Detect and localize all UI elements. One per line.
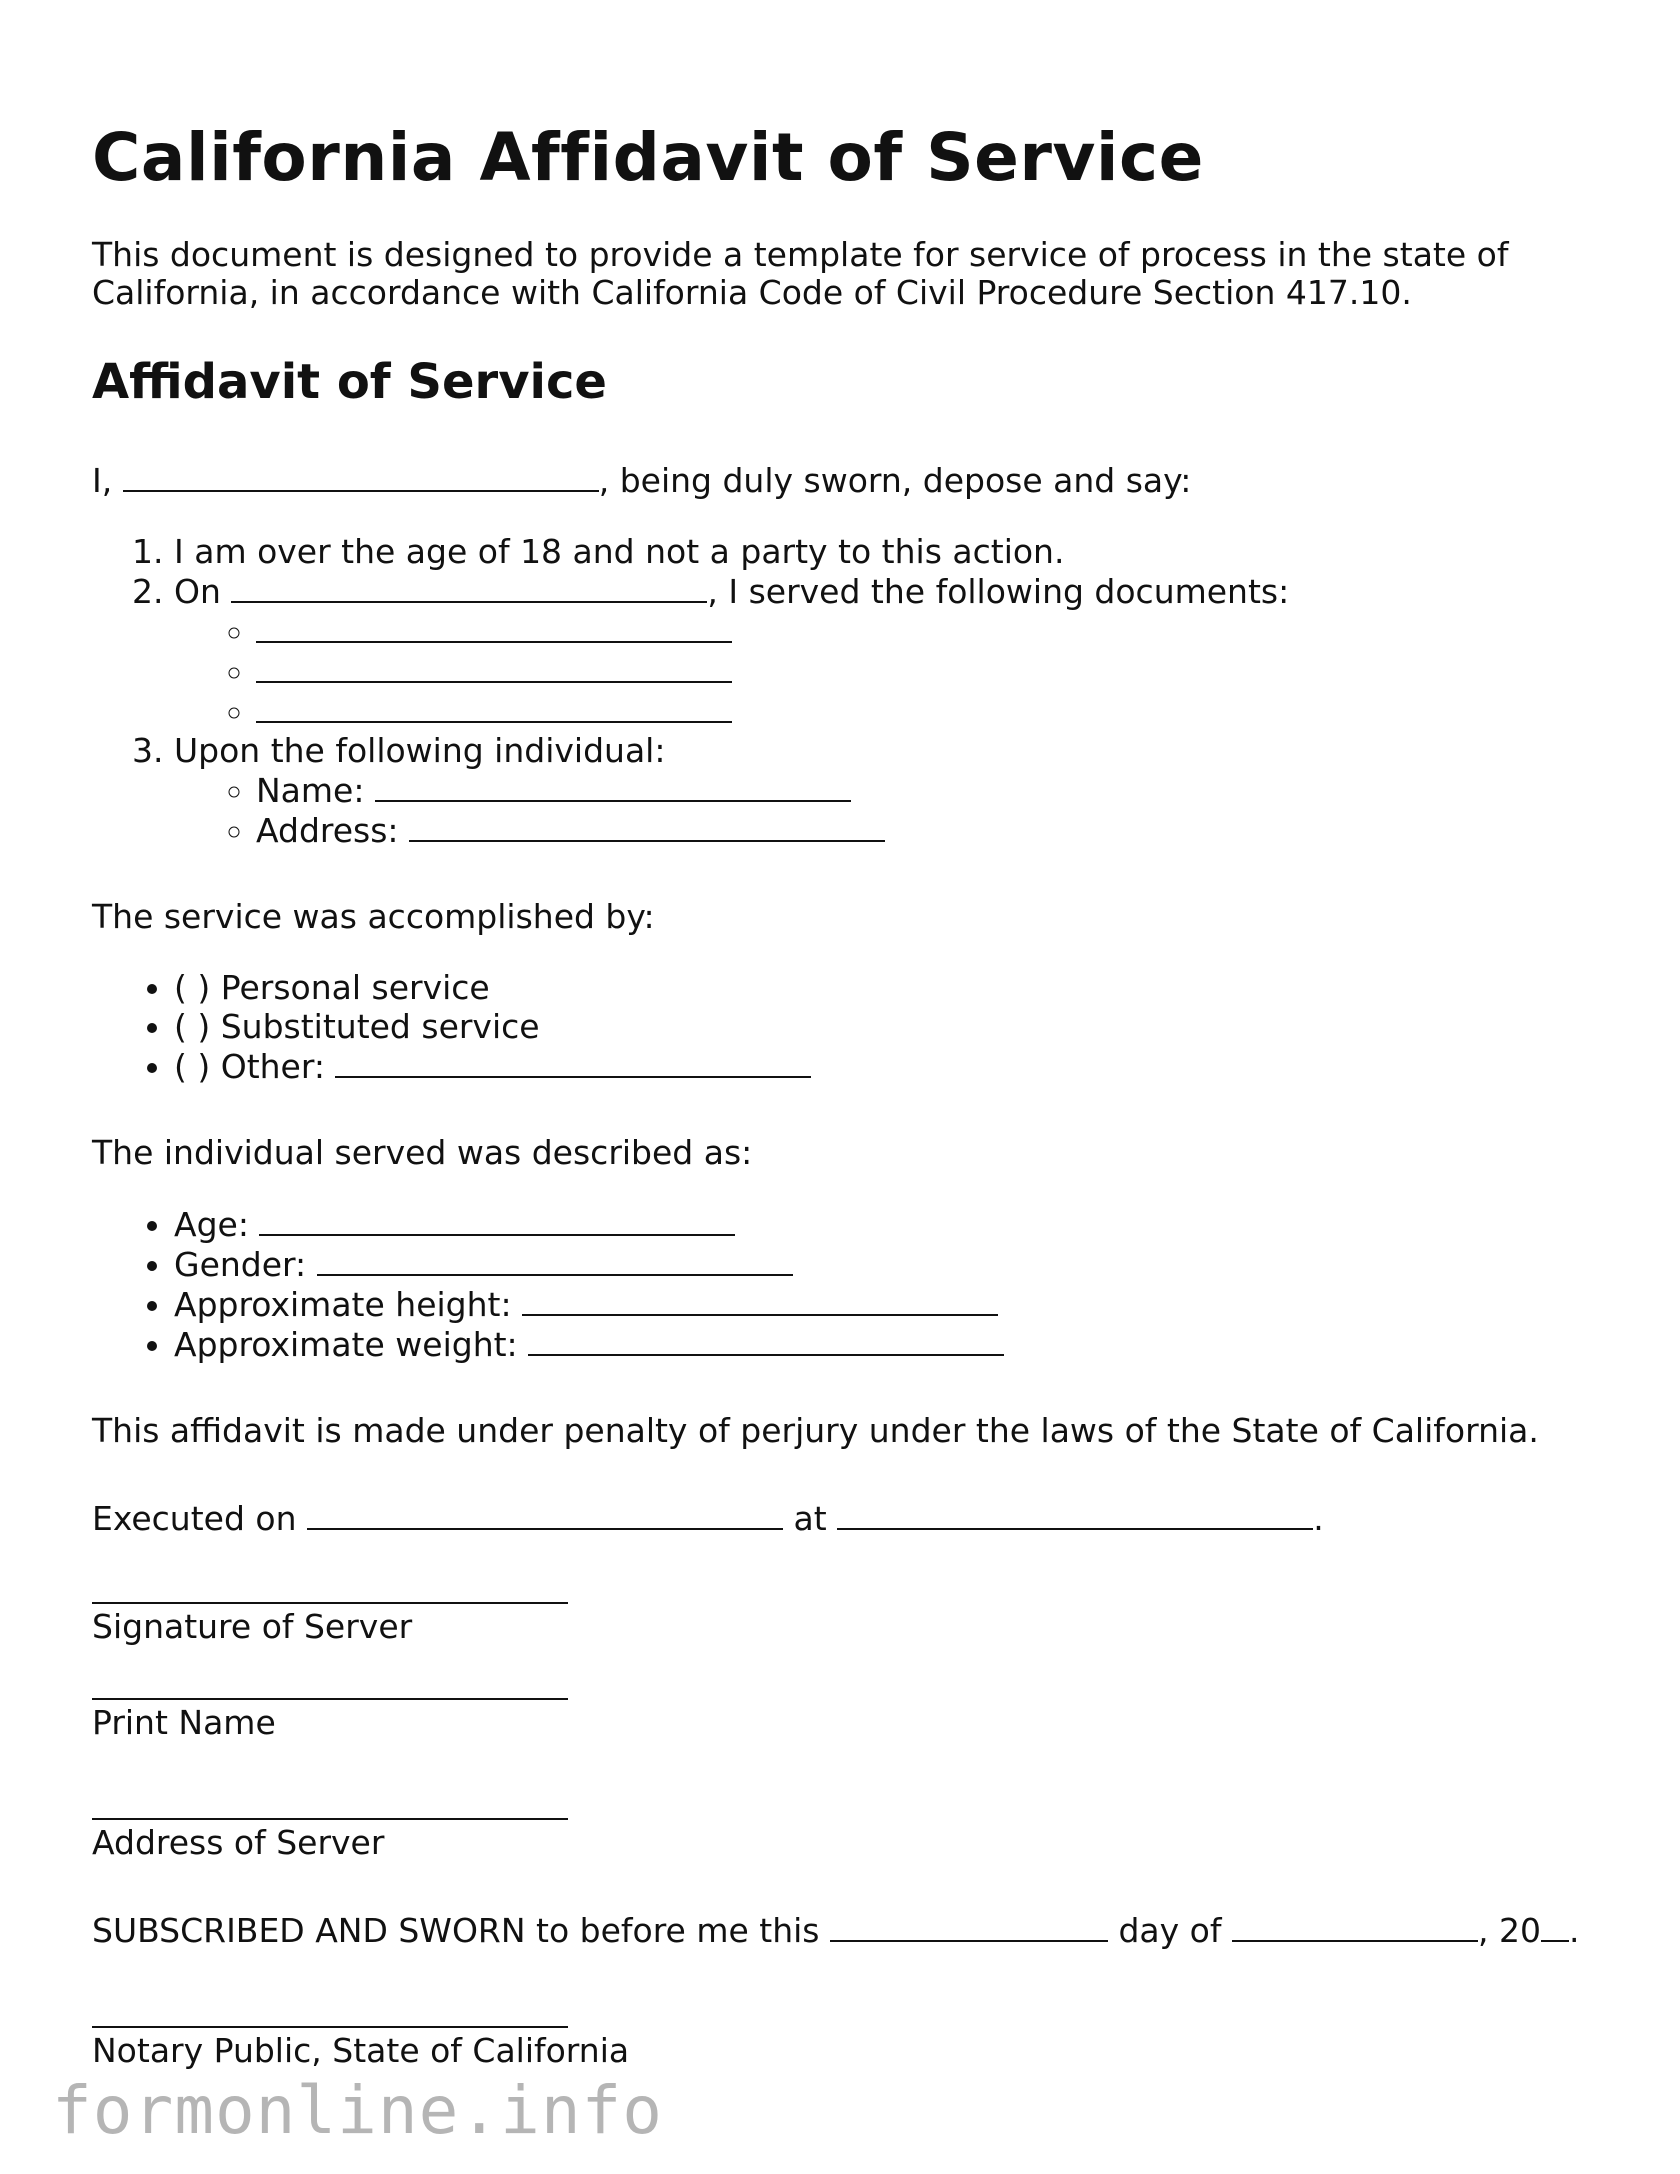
document-blank-1[interactable] [256, 611, 732, 643]
statement-individual [174, 731, 1592, 850]
executed-prefix: Executed on [92, 1499, 297, 1538]
document-blank-3[interactable] [256, 691, 732, 723]
name-label: Name: [256, 771, 365, 810]
service-option-personal[interactable] [174, 968, 1592, 1007]
intro-paragraph: This document is designed to provide a template for service of process in the state of California, in accordance with California Code of Civil Procedure Section 417.10. [92, 235, 1509, 312]
documents-list [174, 611, 1592, 731]
gender-blank[interactable] [317, 1244, 793, 1276]
age-label: Age: [174, 1205, 249, 1244]
perjury-statement: This affidavit is made under penalty of perjury under the laws of the State of California. [92, 1411, 1539, 1450]
executed-at: at [793, 1499, 827, 1538]
document-item [256, 651, 1592, 691]
gender-label: Gender: [174, 1245, 307, 1284]
served-on-suffix: , I served the following documents: [707, 572, 1290, 611]
statement-list [92, 532, 1592, 850]
individual-name-item [256, 770, 1592, 810]
executed-place-blank[interactable] [837, 1498, 1313, 1530]
service-option-label: ( ) Substituted service [174, 1007, 540, 1046]
service-option-substituted[interactable] [174, 1007, 1592, 1046]
statement-age-text: I am over the age of 18 and not a party to this action. [174, 532, 1065, 571]
individual-details-list [174, 770, 1592, 850]
statement-served-documents [174, 571, 1592, 731]
height-blank[interactable] [522, 1284, 998, 1316]
sworn-month-blank[interactable] [1232, 1910, 1478, 1942]
sworn-day-blank[interactable] [830, 1910, 1108, 1942]
service-option-label: ( ) Personal service [174, 968, 490, 1007]
notary-label: Notary Public, State of California [92, 2031, 630, 2070]
service-method-list [92, 968, 1592, 1086]
sworn-day-of: day of [1118, 1911, 1222, 1950]
service-date-blank[interactable] [231, 571, 707, 603]
statement-age [174, 532, 1592, 571]
print-name-label: Print Name [92, 1703, 276, 1742]
sworn-prefix: SUBSCRIBED AND SWORN to before me this [92, 1911, 820, 1950]
server-signature-block [92, 1584, 1592, 1646]
document-item [256, 691, 1592, 731]
description-list [92, 1204, 1592, 1364]
document-body [92, 118, 1592, 2070]
weight-label: Approximate weight: [174, 1325, 518, 1364]
individual-address-item [256, 810, 1592, 850]
document-blank-2[interactable] [256, 651, 732, 683]
address-label: Address: [256, 811, 399, 850]
description-height [174, 1284, 1592, 1324]
weight-blank[interactable] [528, 1324, 1004, 1356]
sworn-year-prefix: , 20 [1477, 1911, 1541, 1950]
height-label: Approximate height: [174, 1285, 512, 1324]
server-address-blank[interactable] [92, 1800, 568, 1820]
executed-suffix: . [1313, 1499, 1324, 1538]
sworn-year-blank[interactable] [1541, 1910, 1569, 1942]
server-signature-blank[interactable] [92, 1584, 568, 1604]
document-item [256, 611, 1592, 651]
sworn-line [92, 1910, 1592, 1950]
oath-prefix: I, [92, 461, 113, 500]
oath-line [92, 460, 1592, 500]
executed-line [92, 1498, 1592, 1538]
page-title: California Affidavit of Service [92, 119, 1204, 196]
service-option-label: ( ) Other: [174, 1047, 325, 1086]
served-on-prefix: On [174, 572, 221, 611]
oath-suffix: , being duly sworn, depose and say: [598, 461, 1192, 500]
server-signature-label: Signature of Server [92, 1607, 413, 1646]
description-weight [174, 1324, 1592, 1364]
description-heading: The individual served was described as: [92, 1133, 753, 1172]
age-blank[interactable] [259, 1204, 735, 1236]
sworn-suffix: . [1568, 1911, 1580, 1950]
print-name-blank[interactable] [92, 1680, 568, 1700]
executed-date-blank[interactable] [307, 1498, 783, 1530]
server-address-block [92, 1800, 1592, 1862]
individual-text: Upon the following individual: [174, 731, 666, 770]
affiant-name-blank[interactable] [123, 460, 599, 492]
service-option-other[interactable] [174, 1046, 1592, 1086]
notary-block [92, 2008, 1592, 2070]
other-method-blank[interactable] [335, 1046, 811, 1078]
individual-name-blank[interactable] [375, 770, 851, 802]
description-gender [174, 1244, 1592, 1284]
notary-signature-blank[interactable] [92, 2008, 568, 2028]
watermark: formonline.info [52, 2072, 664, 2149]
print-name-block [92, 1680, 1592, 1742]
section-heading: Affidavit of Service [92, 354, 607, 410]
service-method-heading: The service was accomplished by: [92, 897, 655, 936]
server-address-label: Address of Server [92, 1823, 385, 1862]
individual-address-blank[interactable] [409, 810, 885, 842]
description-age [174, 1204, 1592, 1244]
